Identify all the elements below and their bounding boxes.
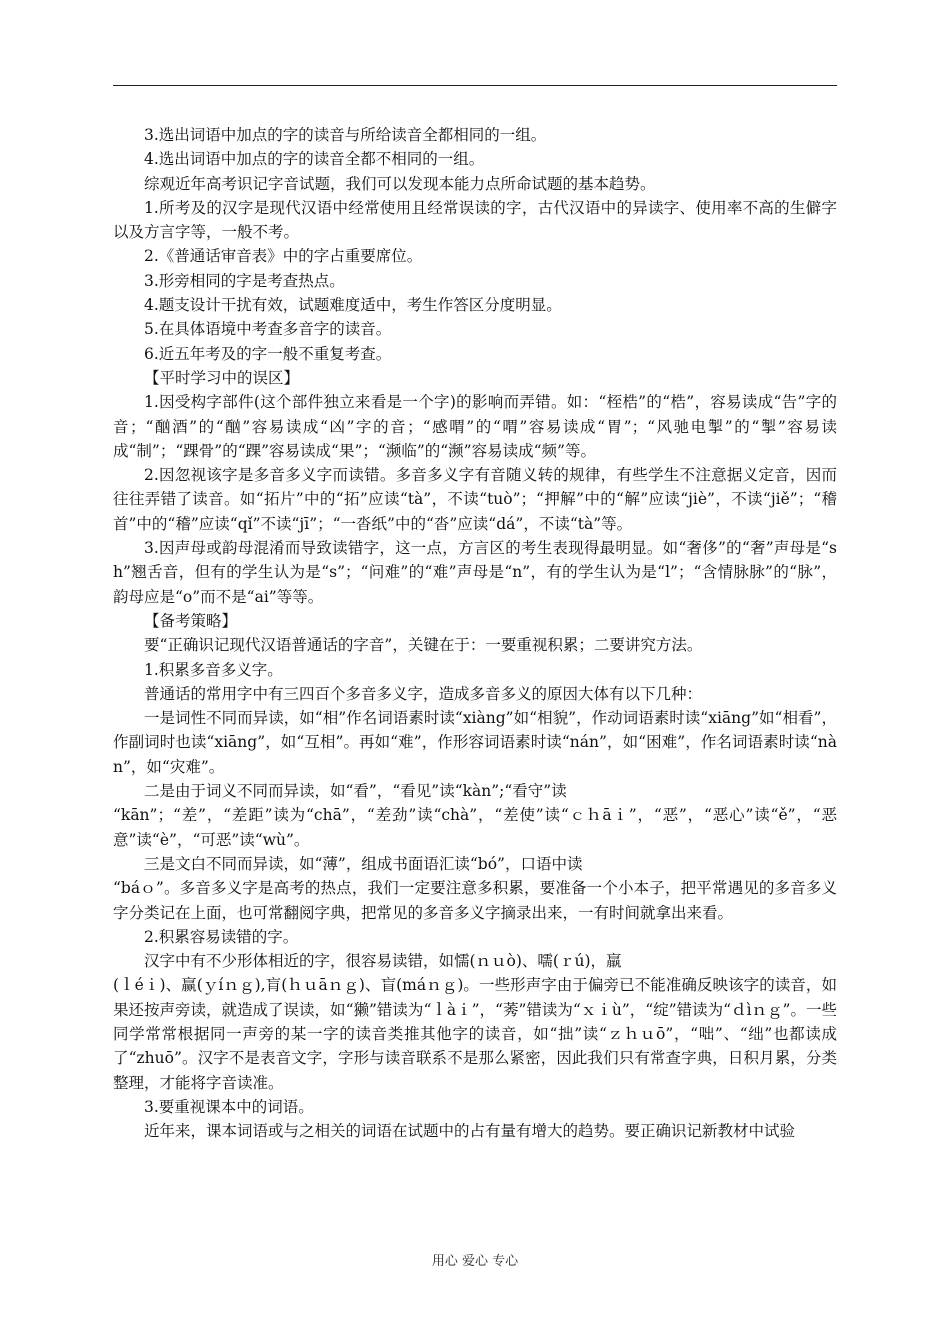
paragraph: 5.在具体语境中考查多音字的读音。 [144, 320, 392, 339]
paragraph: 3.要重视课本中的词语。 [144, 1097, 314, 1116]
section-heading: 【备考策略】 [144, 611, 238, 630]
paragraph: 3.选出词语中加点的字的读音与所给读音全都相同的一组。 [144, 126, 547, 144]
paragraph: 二是由于词义不同而异读，如“看”，“看见”读“kàn”;“看守”读 [144, 782, 567, 801]
paragraph: 4.题支设计干扰有效，试题难度适中，考生作答区分度明显。 [144, 296, 562, 315]
paragraph: 3.因声母或韵母混淆而导致读错字，这一点，方言区的考生表现得最明显。如“奢侈”的“奢”声母是“sh”翘舌音，但有的学生认为是“s”；“问难”的“难”声母是“n”，有的学生认为是“l”；“含情脉脉”的“脉”，韵母应是“o”而不是“ai”等等。 [113, 539, 837, 606]
paragraph: 要“正确识记现代汉语普通话的字音”，关键在于：一要重视积累；二要讲究方法。 [144, 636, 703, 655]
paragraph: “kān”；“差”，“差距”读为“chā”，“差劲”读“chà”，“差使”读“ｃｈāｉ”，“恶”，“恶心”读“ě”，“恶意”读“è”，“可恶”读“wù”。 [113, 806, 837, 849]
paragraph: 汉字中有不少形体相近的字，很容易读错，如懦(ｎｕò)、嚅(ｒú)，羸 [144, 952, 622, 971]
paragraph: 2.因忽视该字是多音多义字而读错。多音多义字有音随义转的规律，有些学生不注意据义定音，因而往往弄错了读音。如“拓片”中的“拓”应读“tà”，不读“tuò”；“押解”中的“解”应读“jiè”，不读“jiě”；“稽首”中的“稽”应读“qǐ”不读“jī”；“一沓纸”中的“沓”应读“dá”，不读“tà”等。 [113, 466, 837, 533]
paragraph: 近年来，课本词语或与之相关的词语在试题中的占有量有增大的趋势。要正确识记新教材中试验 [144, 1122, 796, 1141]
page-footer: 用心 爱心 专心 [431, 1254, 519, 1269]
paragraph: 一是词性不同而异读，如“相”作名词语素时读“xiàng”如“相貌”，作动词语素时读“xiāng”如“相看”，作副词时也读“xiāng”，如“互相”。再如“难”，作形容词语素时读“nán”，如“困难”，作名词语素时读“nàn”，如“灾难”。 [113, 709, 837, 776]
paragraph: 1.所考及的汉字是现代汉语中经常使用且经常误读的字，古代汉语中的异读字、使用率不高的生僻字以及方言字等，一般不考。 [113, 198, 837, 242]
section-heading: 【平时学习中的误区】 [144, 368, 300, 387]
paragraph: 2.《普通话审音表》中的字占重要席位。 [144, 247, 423, 266]
paragraph: “báｏ”。多音多义字是高考的热点，我们一定要注意多积累，要准备一个小本子，把平常遇见的多音多义字分类记在上面，也可常翻阅字典，把常见的多音多义字摘录出来，一有时间就拿出来看。 [113, 879, 837, 922]
header-rule [113, 85, 837, 86]
paragraph: 2.积累容易读错的字。 [144, 927, 299, 946]
paragraph: 6.近五年考及的字一般不重复考查。 [144, 344, 392, 363]
document-body [113, 123, 837, 1143]
paragraph: 1.因受构字部件(这个部件独立来看是一个字)的影响而弄错。如：“桎梏”的“梏”，容易读成“告”字的音；“酗酒”的“酗”容易读成“凶”字的音；“感喟”的“喟”容易读成“胃”；“风驰电掣”的“掣”容易读成“制”；“踝骨”的“踝”容易读成“果”；“濒临”的“濒”容易读成“频”等。 [113, 393, 837, 460]
paragraph: 综观近年高考识记字音试题，我们可以发现本能力点所命试题的基本趋势。 [144, 174, 656, 193]
paragraph: 4.选出词语中加点的字的读音全都不相同的一组。 [144, 150, 485, 169]
paragraph: 1.积累多音多义字。 [144, 660, 283, 679]
paragraph: 3.形旁相同的字是考查热点。 [144, 271, 345, 290]
paragraph: 普通话的常用字中有三四百个多音多义字，造成多音多义的原因大体有以下几种： [144, 684, 703, 703]
paragraph: 三是文白不同而异读，如“薄”，组成书面语汇读“bó”，口语中读 [144, 854, 583, 873]
paragraph: (ｌéｉ)、赢(ｙíｎｇ),肓(ｈｕāｎｇ)、盲(máｎｇ)。一些形声字由于偏旁已不能准确反映该字的读音，如果还按声旁读，就造成了误读，如“獭”错读为“ｌàｉ”，“莠”错读为“ｘｉù”，“绽”错读为“ｄìｎｇ”。一些同学常常根据同一声旁的某一字的读音类推其他字的读音，如“拙”读“ｚｈｕō”，“咄”、“绌”也都读成了“zhuō”。汉字不是表音文字，字形与读音联系不是那么紧密，因此我们只有常查字典，日积月累，分类整理，才能将字音读准。 [113, 976, 837, 1092]
